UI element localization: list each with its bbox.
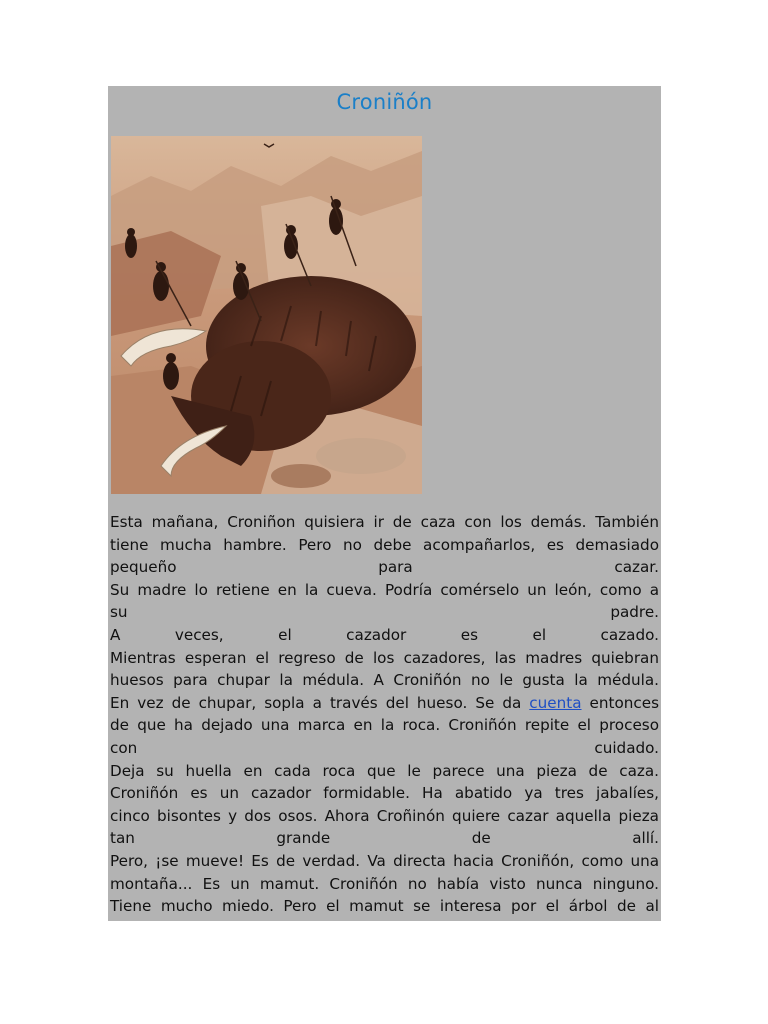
story-word: de [471, 829, 491, 848]
story-word: allí. [632, 829, 659, 848]
story-text [110, 511, 659, 918]
mammoth-hunt-illustration [111, 136, 422, 494]
story-line [110, 601, 659, 624]
story-word: cazado. [600, 625, 659, 644]
story-line: montaña... Es un mamut. Croniñón no había visto nunca ninguno. [110, 874, 659, 893]
story-line: Esta mañana, Croniñon quisiera ir de caza con los demás. También [110, 513, 659, 531]
story-word: con [110, 738, 138, 757]
story-line: de que ha dejado una marca en la roca. Croniñón repite el proceso [110, 716, 659, 735]
document-title: Croniñón [336, 90, 433, 114]
story-word: grande [276, 829, 331, 848]
story-line: Mientras esperan el regreso de los cazadores, las madres quiebran [110, 648, 659, 667]
story-line: Tiene mucho miedo. Pero el mamut se interesa por el árbol de al [110, 897, 659, 916]
cuenta-link[interactable]: cuenta [529, 693, 582, 712]
story-word: tan [110, 829, 135, 848]
story-line [110, 624, 659, 647]
story-word: padre. [610, 603, 659, 622]
story-word: cuidado. [594, 738, 659, 757]
story-line-text: entonces [581, 693, 659, 712]
story-word: veces, [174, 625, 224, 644]
story-line [110, 737, 659, 760]
story-word: el [278, 625, 292, 644]
story-line: Pero, ¡se mueve! Es de verdad. Va directa hacia Croniñón, como una [110, 851, 659, 870]
story-line [110, 692, 659, 715]
story-line [110, 827, 659, 850]
story-line: Su madre lo retiene en la cueva. Podría comérselo un león, como a [110, 580, 659, 599]
story-line [110, 556, 659, 579]
story-word: pequeño [110, 558, 177, 577]
story-word: A [110, 625, 121, 644]
story-line: Deja su huella en cada roca que le parece una pieza de caza. [110, 761, 659, 780]
story-word: su [110, 603, 128, 622]
story-word: es [460, 625, 479, 644]
document-page [108, 86, 661, 921]
story-line: Croniñón es un cazador formidable. Ha abatido ya tres jabalíes, [110, 784, 659, 803]
story-word: para [378, 558, 413, 577]
story-line: tiene mucha hambre. Pero no debe acompañarlos, es demasiado [110, 535, 659, 554]
story-word: cazar. [614, 558, 659, 577]
story-word: el [532, 625, 547, 644]
story-line-text: En vez de chupar, sopla a través del hueso. Se da [110, 693, 530, 712]
story-line: cinco bisontes y dos osos. Ahora Croñinón quiere cazar aquella pieza [110, 806, 659, 825]
story-word: cazador [346, 625, 407, 644]
story-line: huesos para chupar la médula. A Croniñón no le gusta la médula. [110, 671, 659, 690]
